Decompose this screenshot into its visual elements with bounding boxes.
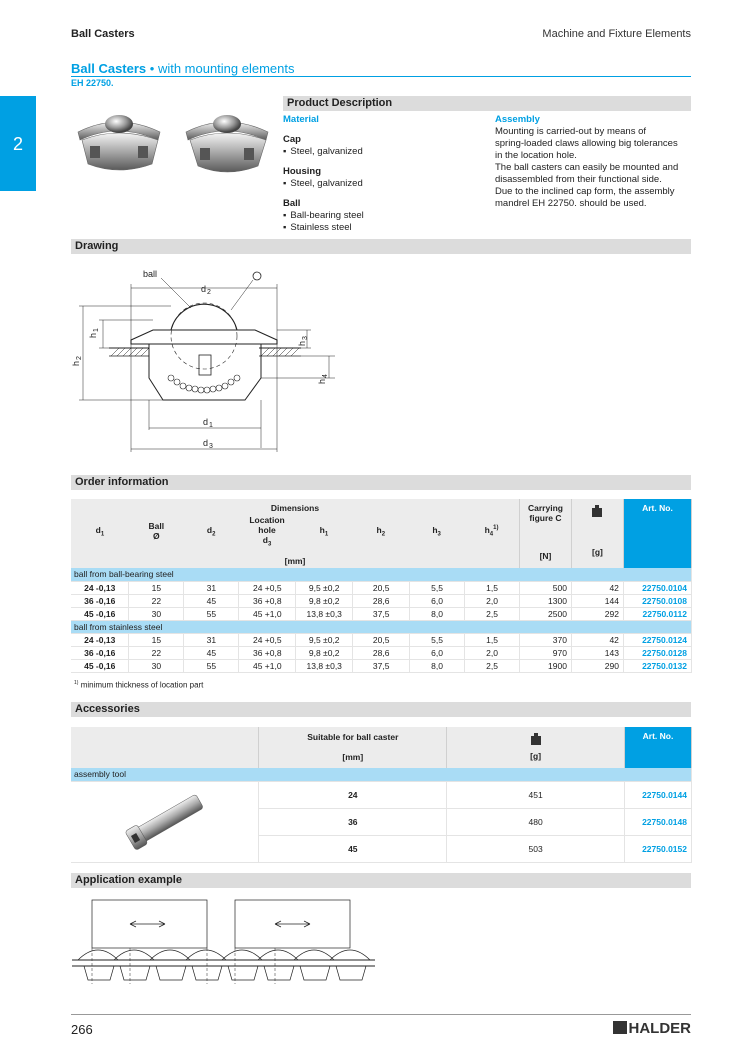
page-title bbox=[71, 61, 295, 76]
product-number: EH 22750. bbox=[71, 78, 114, 88]
order-cell: 970 bbox=[520, 646, 572, 659]
order-cell: 45 bbox=[184, 646, 239, 659]
assembly-column bbox=[495, 114, 691, 210]
col-carrying: Carrying figure C [N] bbox=[520, 499, 572, 568]
title-sub: with mounting elements bbox=[157, 61, 295, 76]
assembly-line: spring-loaded claws allowing big tolerances bbox=[495, 138, 678, 149]
assembly-tool-picture bbox=[115, 786, 215, 856]
order-cell: 5,5 bbox=[410, 581, 465, 594]
label-h3: $h_3$ bbox=[297, 336, 309, 346]
order-cell: 22 bbox=[129, 594, 184, 607]
order-cell: 9,5 ±0,2 bbox=[296, 633, 353, 646]
order-cell: 8,0 bbox=[410, 607, 465, 620]
order-cell: 9,5 ±0,2 bbox=[296, 581, 353, 594]
order-art-no[interactable]: 22750.0108 bbox=[623, 594, 691, 607]
title-separator: • bbox=[146, 61, 158, 76]
col-d2: $d_2$ bbox=[206, 525, 216, 538]
assembly-line: Due to the inclined cap form, the assembly bbox=[495, 186, 675, 197]
order-cell: 42 bbox=[571, 633, 623, 646]
ball-item: ▪ Stainless steel bbox=[283, 222, 483, 234]
application-example-heading: Application example bbox=[71, 873, 691, 888]
acc-art-no[interactable]: 22750.0152 bbox=[625, 835, 692, 862]
footnote: $^{1)}$ minimum thickness of location part bbox=[74, 680, 204, 690]
product-description-heading: Product Description bbox=[283, 96, 691, 111]
material-heading: Material bbox=[283, 114, 319, 125]
table-row bbox=[71, 594, 692, 607]
table-row bbox=[71, 781, 692, 808]
order-cell: 143 bbox=[571, 646, 623, 659]
order-cell: 1300 bbox=[520, 594, 572, 607]
order-cell: 31 bbox=[184, 633, 239, 646]
col-location-hole: Location hole $d_3$ bbox=[249, 515, 285, 548]
logo-icon bbox=[613, 1021, 627, 1034]
order-cell: 20,5 bbox=[353, 581, 410, 594]
acc-art-no[interactable]: 22750.0148 bbox=[625, 808, 692, 835]
ball-caster-photo-2 bbox=[186, 115, 268, 172]
bearing-balls bbox=[168, 375, 240, 393]
weight-icon bbox=[531, 733, 541, 745]
col-weight bbox=[571, 499, 623, 568]
order-cell: 30 bbox=[129, 607, 184, 620]
hatch-left bbox=[111, 348, 149, 356]
order-cell: 2,0 bbox=[465, 646, 520, 659]
brand-logo: HALDER bbox=[613, 1020, 692, 1037]
order-cell: 6,0 bbox=[410, 646, 465, 659]
acc-size: 36 bbox=[259, 808, 447, 835]
acc-col-art-no: Art. No. bbox=[625, 727, 692, 768]
col-ball: Ball Ø bbox=[148, 521, 165, 542]
table-row bbox=[71, 607, 692, 620]
dimensions-header bbox=[71, 499, 520, 568]
acc-size: 45 bbox=[259, 835, 447, 862]
assembly-line: mandrel EH 22750. should be used. bbox=[495, 198, 647, 209]
assembly-tool-image bbox=[71, 781, 259, 862]
application-casters bbox=[78, 950, 370, 980]
acc-art-no[interactable]: 22750.0144 bbox=[625, 781, 692, 808]
label-d3: $d_3$ bbox=[203, 438, 213, 450]
order-cell: 292 bbox=[571, 607, 623, 620]
page-number: 266 bbox=[71, 1022, 93, 1037]
footer-rule bbox=[71, 1014, 691, 1015]
acc-weight: 503 bbox=[447, 835, 625, 862]
order-cell: 9,8 ±0,2 bbox=[296, 646, 353, 659]
order-cell: 2,5 bbox=[465, 659, 520, 672]
cap-label: Cap bbox=[283, 134, 301, 145]
label-h2: $h_2$ bbox=[71, 356, 83, 366]
order-cell: 5,5 bbox=[410, 633, 465, 646]
order-cell: 37,5 bbox=[353, 607, 410, 620]
housing-label: Housing bbox=[283, 166, 321, 177]
technical-drawing bbox=[71, 260, 341, 460]
ball-item: ▪ Ball-bearing steel bbox=[283, 210, 483, 222]
acc-weight: 480 bbox=[447, 808, 625, 835]
order-cell: 45 +1,0 bbox=[239, 659, 296, 672]
col-h2: $h_2$ bbox=[376, 525, 386, 538]
accessories-table bbox=[71, 727, 692, 863]
accessories-heading: Accessories bbox=[71, 702, 691, 717]
order-cell: 45 -0,16 bbox=[71, 607, 129, 620]
order-group-row bbox=[71, 620, 692, 633]
table-row bbox=[71, 646, 692, 659]
weight-icon bbox=[592, 505, 602, 517]
order-cell: 37,5 bbox=[353, 659, 410, 672]
assembly-line: Mounting is carried-out by means of bbox=[495, 126, 647, 137]
order-cell: 9,8 ±0,2 bbox=[296, 594, 353, 607]
order-cell: 55 bbox=[184, 607, 239, 620]
acc-col-weight: [g] bbox=[447, 727, 625, 768]
unit-mm: [mm] bbox=[284, 555, 306, 566]
order-cell: 36 +0,8 bbox=[239, 646, 296, 659]
order-cell: 24 +0,5 bbox=[239, 633, 296, 646]
cap-item: ▪ Steel, galvanized bbox=[283, 146, 483, 158]
chapter-tab[interactable]: 2 bbox=[0, 96, 36, 191]
hatch-right bbox=[261, 348, 299, 356]
order-cell: 24 -0,13 bbox=[71, 581, 129, 594]
acc-weight: 451 bbox=[447, 781, 625, 808]
order-cell: 31 bbox=[184, 581, 239, 594]
label-d1: $d_1$ bbox=[203, 417, 213, 429]
order-art-no[interactable]: 22750.0128 bbox=[623, 646, 691, 659]
col-h4: $h_4^{1)}$ bbox=[484, 525, 499, 538]
order-group-label: ball from stainless steel bbox=[71, 620, 692, 633]
order-cell: 2,0 bbox=[465, 594, 520, 607]
acc-col-image bbox=[71, 727, 259, 768]
acc-col-suitable: Suitable for ball caster [mm] bbox=[259, 727, 447, 768]
order-art-no[interactable]: 22750.0132 bbox=[623, 659, 691, 672]
product-photo bbox=[68, 104, 283, 179]
unit-g: [g] bbox=[592, 547, 603, 557]
col-art-no: Art. No. bbox=[623, 499, 691, 568]
order-cell: 2,5 bbox=[465, 607, 520, 620]
order-cell: 1,5 bbox=[465, 581, 520, 594]
order-cell: 22 bbox=[129, 646, 184, 659]
order-cell: 1900 bbox=[520, 659, 572, 672]
order-art-no[interactable]: 22750.0124 bbox=[623, 633, 691, 646]
header-category: Ball Casters bbox=[71, 28, 135, 40]
order-cell: 290 bbox=[571, 659, 623, 672]
title-main: Ball Casters bbox=[71, 61, 147, 76]
assembly-line: disassembled from their functional side. bbox=[495, 174, 662, 185]
order-cell: 15 bbox=[129, 581, 184, 594]
housing-item: ▪ Steel, galvanized bbox=[283, 178, 483, 190]
order-cell: 24 -0,13 bbox=[71, 633, 129, 646]
assembly-line: The ball casters can easily be mounted and bbox=[495, 162, 679, 173]
order-cell: 6,0 bbox=[410, 594, 465, 607]
order-cell: 45 -0,16 bbox=[71, 659, 129, 672]
order-cell: 24 +0,5 bbox=[239, 581, 296, 594]
order-table bbox=[71, 499, 692, 673]
order-cell: 30 bbox=[129, 659, 184, 672]
label-h1: $h_1$ bbox=[88, 328, 100, 338]
order-cell: 20,5 bbox=[353, 633, 410, 646]
ball-label: Ball bbox=[283, 198, 301, 209]
material-column bbox=[283, 114, 483, 234]
application-example-drawing bbox=[70, 898, 380, 990]
order-cell: 45 +1,0 bbox=[239, 607, 296, 620]
acc-group-row bbox=[71, 768, 692, 781]
order-group-label: ball from ball-bearing steel bbox=[71, 568, 692, 581]
order-cell: 36 -0,16 bbox=[71, 594, 129, 607]
order-cell: 42 bbox=[571, 581, 623, 594]
label-h4: $h_4$ bbox=[317, 374, 329, 384]
order-group-row bbox=[71, 568, 692, 581]
table-row bbox=[71, 581, 692, 594]
drawing-heading: Drawing bbox=[71, 239, 691, 254]
order-cell: 55 bbox=[184, 659, 239, 672]
label-d2: $d_2$ bbox=[201, 284, 211, 296]
order-cell: 45 bbox=[184, 594, 239, 607]
order-cell: 500 bbox=[520, 581, 572, 594]
acc-group-label: assembly tool bbox=[71, 768, 692, 781]
assembly-heading: Assembly bbox=[495, 114, 540, 125]
order-cell: 8,0 bbox=[410, 659, 465, 672]
table-row bbox=[71, 659, 692, 672]
ball-caster-photo-1 bbox=[78, 115, 160, 170]
dims-label: Dimensions bbox=[270, 503, 320, 513]
order-cell: 15 bbox=[129, 633, 184, 646]
order-cell: 2500 bbox=[520, 607, 572, 620]
order-cell: 28,6 bbox=[353, 594, 410, 607]
col-d1: $d_1$ bbox=[95, 525, 105, 538]
order-cell: 1,5 bbox=[465, 633, 520, 646]
order-information-heading: Order information bbox=[71, 475, 691, 490]
order-cell: 13,8 ±0,3 bbox=[296, 659, 353, 672]
order-cell: 144 bbox=[571, 594, 623, 607]
order-cell: 28,6 bbox=[353, 646, 410, 659]
assembly-line: in the location hole. bbox=[495, 150, 577, 161]
order-cell: 13,8 ±0,3 bbox=[296, 607, 353, 620]
header-section: Machine and Fixture Elements bbox=[542, 28, 691, 40]
col-h3: $h_3$ bbox=[432, 525, 441, 538]
order-cell: 36 -0,16 bbox=[71, 646, 129, 659]
unit-n: [N] bbox=[539, 551, 552, 561]
table-row bbox=[71, 633, 692, 646]
label-ball: ball bbox=[143, 269, 158, 279]
order-art-no[interactable]: 22750.0104 bbox=[623, 581, 691, 594]
acc-size: 24 bbox=[259, 781, 447, 808]
order-cell: 36 +0,8 bbox=[239, 594, 296, 607]
order-header-row bbox=[71, 499, 692, 568]
order-art-no[interactable]: 22750.0112 bbox=[623, 607, 691, 620]
col-h1: $h_1$ bbox=[319, 525, 329, 538]
order-cell: 370 bbox=[520, 633, 572, 646]
